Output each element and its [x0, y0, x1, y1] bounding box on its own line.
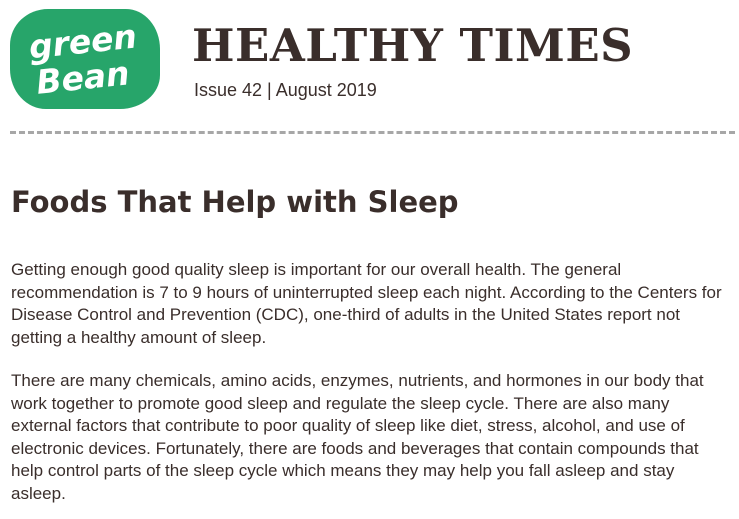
newsletter-header	[0, 0, 739, 120]
article-paragraph-1: Getting enough good quality sleep is important for our overall health. The general recommendation is 7 to 9 hours of uninterrupted sleep each night. According to the Centers for Disease Control and Prevention (CDC), one-third of adults in the United States report not getting a healthy amount of sleep.	[11, 260, 722, 347]
logo-wordmark	[10, 9, 160, 109]
logo-word-green: green	[26, 16, 139, 67]
issue-date: Issue 42 | August 2019	[194, 80, 377, 100]
logo-word-bean: Bean	[34, 53, 132, 102]
article-paragraph-2: There are many chemicals, amino acids, enzymes, nutrients, and hormones in our body that work together to promote good sleep and regulate the sleep cycle. There are also many external factors that contribute to poor quality of sleep like diet, stress, alcohol, and use of electronic devices. Fortunately, there are foods and beverages that contain compounds that help control parts of the sleep cycle which means they may help you fall asleep and stay asleep.	[11, 371, 704, 503]
article-title: Foods That Help with Sleep	[11, 185, 459, 219]
dashed-divider	[10, 131, 735, 134]
green-bean-logo	[10, 9, 160, 109]
masthead-title: HEALTHY TIMES	[192, 19, 634, 72]
